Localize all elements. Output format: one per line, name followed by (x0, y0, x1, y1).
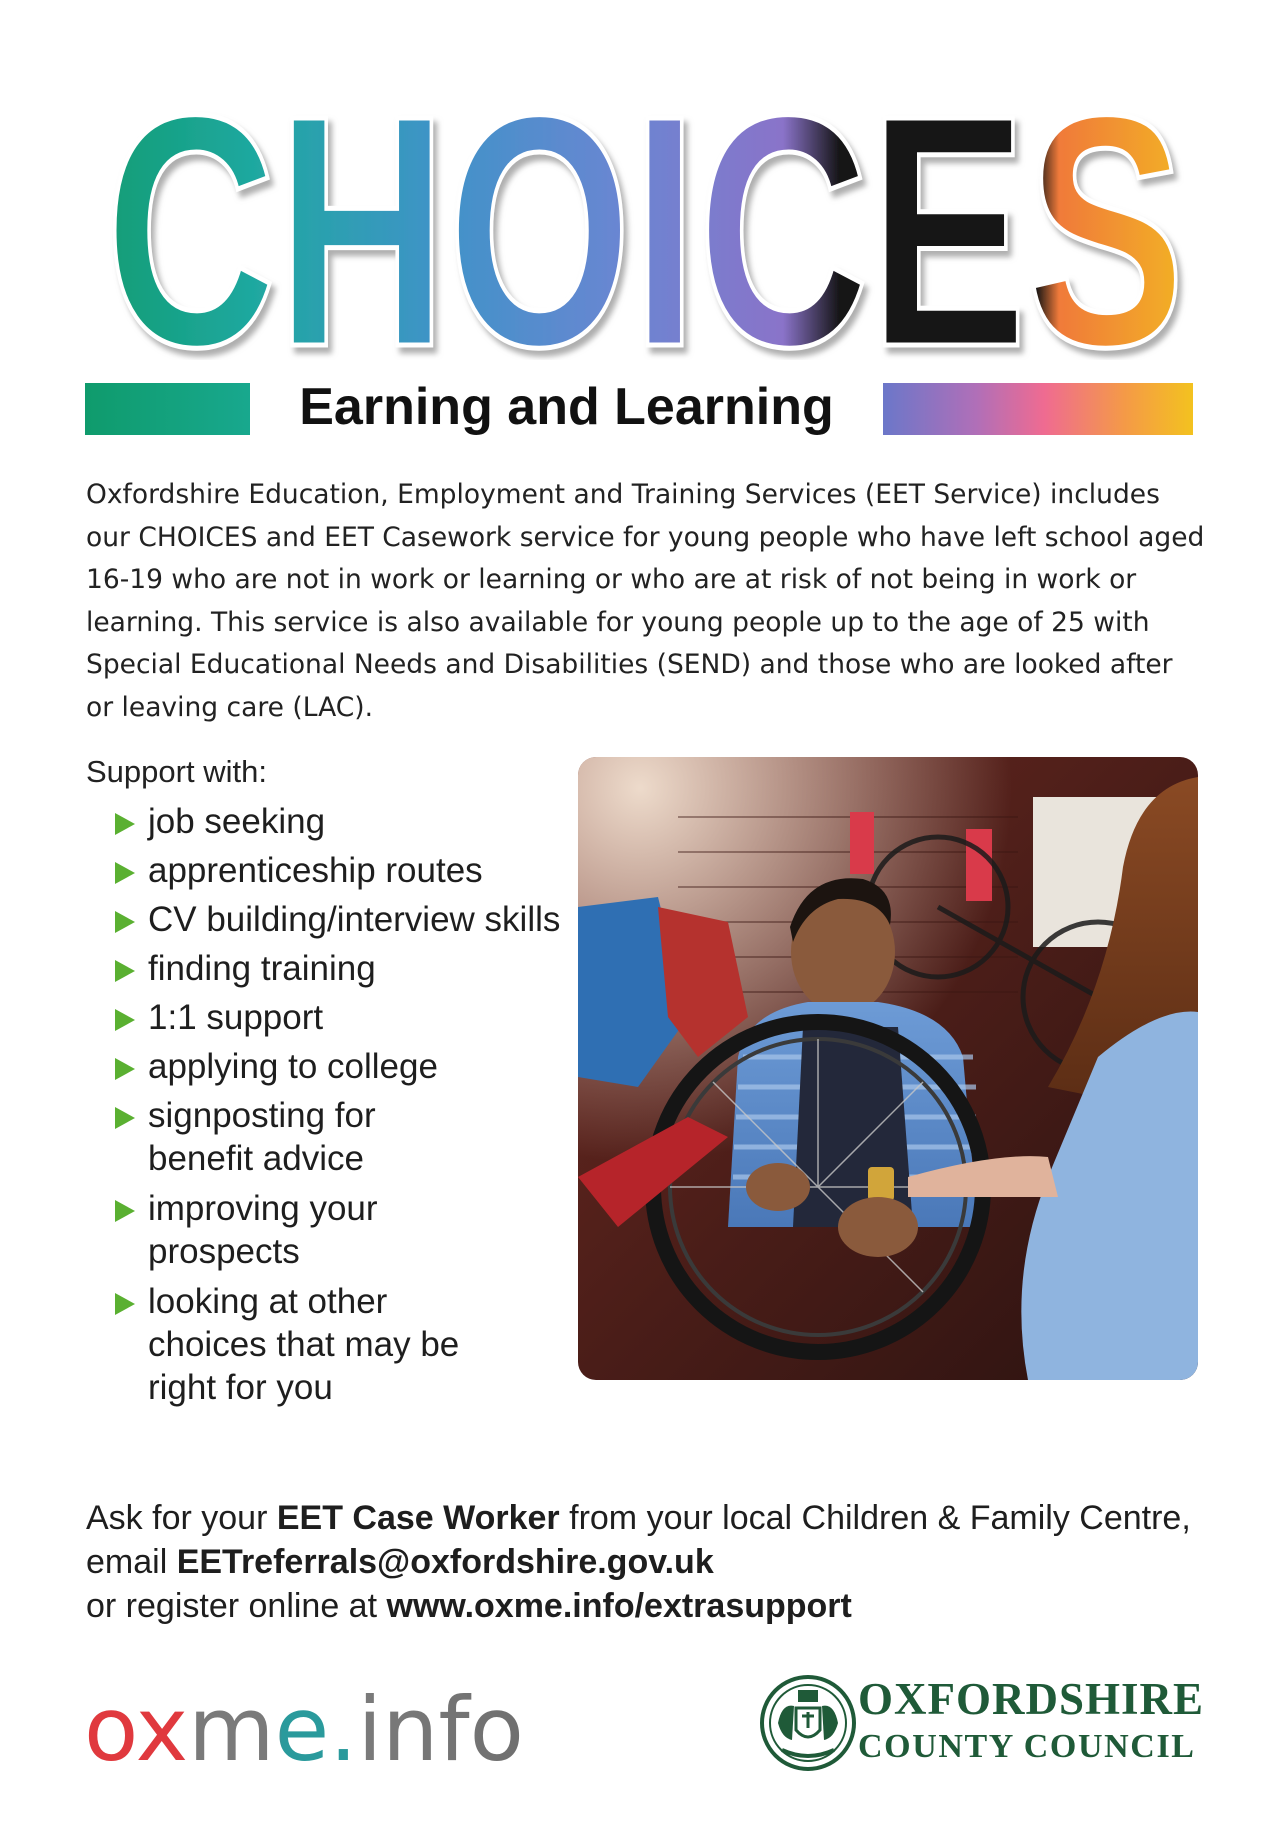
support-item-text: 1:1 support (148, 998, 324, 1037)
green-triangle-bullet-icon (115, 911, 135, 933)
support-list-item (115, 1045, 585, 1088)
green-triangle-bullet-icon (115, 1058, 135, 1080)
support-item-text: prospects (148, 1232, 300, 1271)
email-prefix: email (86, 1543, 177, 1581)
contact-line-2 (86, 1540, 1276, 1584)
support-heading: Support with: (86, 754, 267, 789)
title-text: CHOICES (105, 80, 1185, 360)
oxme-logo-text: oxme.info (84, 1680, 524, 1780)
contact-block (86, 1496, 1276, 1628)
council-name-line-2: COUNTY COUNCIL (858, 1728, 1196, 1765)
support-list (115, 800, 585, 1415)
support-list-item (115, 1094, 585, 1180)
green-triangle-bullet-icon (115, 1107, 135, 1129)
subtitle: Earning and Learning (299, 378, 834, 436)
intro-paragraph: Oxfordshire Education, Employment and Training Services (EET Service) includes our CHOICES and EET Casework service for young people who have left school aged 16-19 who are not in work or learning or who are at risk of not being in work or learning. This service is also available for young people up to the age of 25 with Special Educational Needs and Disabilities (SEND) and those who are looked after or leaving care (LAC). (86, 479, 1205, 723)
bike-shop-photo (578, 757, 1198, 1380)
support-list-item (115, 1280, 585, 1409)
choices-title-logo (70, 80, 1220, 360)
support-item-text: applying to college (148, 1047, 438, 1086)
support-list-item (115, 1187, 585, 1273)
green-triangle-bullet-icon (115, 862, 135, 884)
support-item-text: improving your (148, 1189, 378, 1228)
green-triangle-bullet-icon (115, 1200, 135, 1222)
support-item-text: choices that may be (148, 1325, 460, 1364)
title-bar-left (85, 383, 250, 435)
support-list-item (115, 947, 585, 990)
title-bar-right (883, 383, 1193, 435)
council-crest-icon (758, 1668, 858, 1778)
support-item-text: job seeking (148, 802, 326, 841)
support-item-text: finding training (148, 949, 376, 988)
green-triangle-bullet-icon (115, 960, 135, 982)
support-item-text: benefit advice (148, 1139, 364, 1178)
support-item-text: right for you (148, 1368, 333, 1407)
oxme-logo (84, 1680, 534, 1780)
contact-line-1 (86, 1496, 1276, 1540)
council-name-line-1: OXFORDSHIRE (858, 1674, 1205, 1724)
support-list-item (115, 898, 585, 941)
support-list-item (115, 849, 585, 892)
green-triangle-bullet-icon (115, 813, 135, 835)
case-worker-label: EET Case Worker (276, 1499, 560, 1537)
support-list-item (115, 996, 585, 1039)
email-link[interactable]: EETreferrals@oxfordshire.gov.uk (176, 1543, 714, 1581)
green-triangle-bullet-icon (115, 1009, 135, 1031)
support-item-text: apprenticeship routes (148, 851, 483, 890)
contact-line1-suffix: from your local Children & Family Centre, (559, 1499, 1191, 1537)
support-item-text: CV building/interview skills (148, 900, 561, 939)
support-item-text: signposting for (148, 1096, 376, 1135)
green-triangle-bullet-icon (115, 1293, 135, 1315)
support-list-item (115, 800, 585, 843)
support-item-text: looking at other (148, 1282, 388, 1321)
register-url-link[interactable]: www.oxme.info/extrasupport (386, 1587, 852, 1625)
contact-line1-prefix: Ask for your (86, 1499, 277, 1537)
contact-line-3 (86, 1584, 1276, 1628)
register-prefix: or register online at (86, 1587, 387, 1625)
